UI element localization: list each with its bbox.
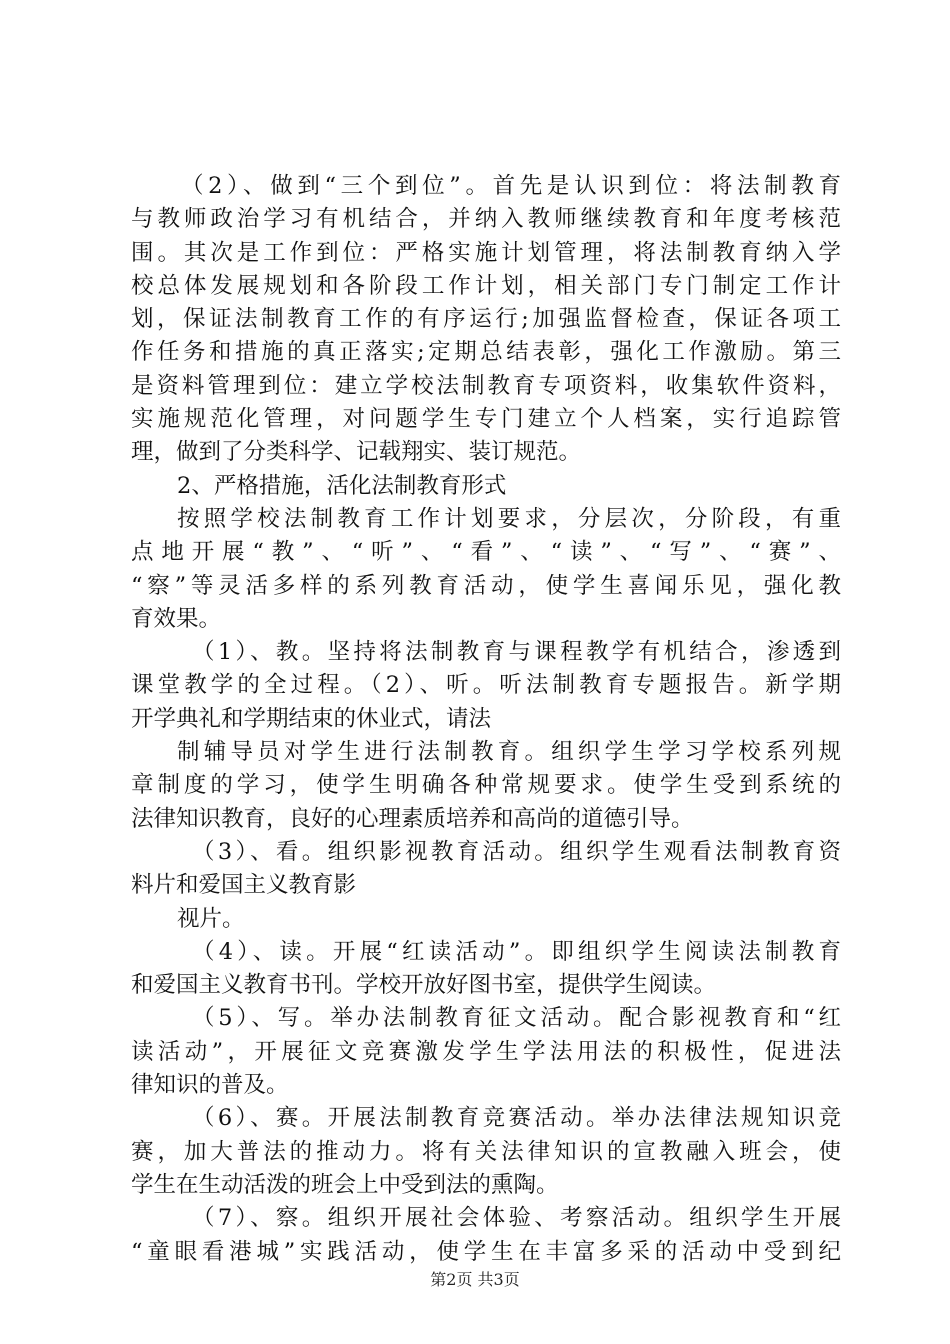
page-number-footer: 第2页 共3页 [430,1270,520,1289]
text-line: 读活动”，开展征文竞赛激发学生学法用法的积极性，促进法 [131,1038,841,1065]
text-line: （7）、察。组织开展社会体验、考察活动。组织学生开展 [192,1205,841,1232]
text-line: 与教师政治学习有机结合，并纳入教师继续教育和年度考核范 [131,206,841,233]
text-line: （3）、看。组织影视教育活动。组织学生观看法制教育资 [192,838,841,865]
text-line: 律知识的普及。 [131,1072,289,1099]
text-line: 是资料管理到位：建立学校法制教育专项资料，收集软件资料， [131,372,841,399]
text-line: 育效果。 [131,605,222,632]
text-line: 课堂教学的全过程。（2）、听。听法制教育专题报告。新学期 [131,672,841,699]
text-line: 学生在生动活泼的班会上中受到法的熏陶。 [131,1171,559,1198]
text-line: 围。其次是工作到位：严格实施计划管理，将法制教育纳入学 [131,239,841,266]
text-line: 开学典礼和学期结束的休业式，请法 [131,705,492,732]
text-line: （6）、赛。开展法制教育竞赛活动。举办法律法规知识竞 [192,1105,841,1132]
text-line: 理，做到了分类科学、记载翔实、装订规范。 [131,439,582,466]
text-line: 按照学校法制教育工作计划要求，分层次，分阶段，有重 [177,505,841,532]
text-line: 划，保证法制教育工作的有序运行;加强监督检查，保证各项工 [131,306,841,333]
text-line: 料片和爱国主义教育影 [131,872,357,899]
text-line: （2）、做到“三个到位”。首先是认识到位：将法制教育 [181,173,841,199]
text-line: （1）、教。坚持将法制教育与课程教学有机结合，渗透到 [192,639,841,666]
text-line: 和爱国主义教育书刊。学校开放好图书室，提供学生阅读。 [131,972,717,999]
text-line: （5）、写。举办法制教育征文活动。配合影视教育和“红 [192,1005,841,1032]
text-line: “察”等灵活多样的系列教育活动，使学生喜闻乐见，强化教 [131,572,841,599]
text-line: 法律知识教育，良好的心理素质培养和高尚的道德引导。 [131,805,694,832]
text-line: 作任务和措施的真正落实;定期总结表彰，强化工作激励。第三 [131,339,841,366]
text-line: 赛，加大普法的推动力。将有关法律知识的宣教融入班会，使 [131,1138,841,1165]
document-body [131,170,841,1269]
text-line: 制辅导员对学生进行法制教育。组织学生学习学校系列规 [177,739,841,766]
text-line: “童眼看港城”实践活动，使学生在丰富多采的活动中受到纪 [131,1238,841,1265]
text-line: 点地开展“教”、“听”、“看”、“读”、“写”、“赛”、 [131,539,841,566]
section-heading: 2、严格措施，活化法制教育形式 [177,472,507,499]
text-line: 实施规范化管理，对问题学生专门建立个人档案，实行追踪管 [131,406,841,433]
text-line: 视片。 [177,905,245,932]
text-line: 校总体发展规划和各阶段工作计划，相关部门专门制定工作计 [131,272,841,299]
text-line: （4）、读。开展“红读活动”。即组织学生阅读法制教育 [192,938,841,965]
text-line: 章制度的学习，使学生明确各种常规要求。使学生受到系统的 [131,772,841,799]
